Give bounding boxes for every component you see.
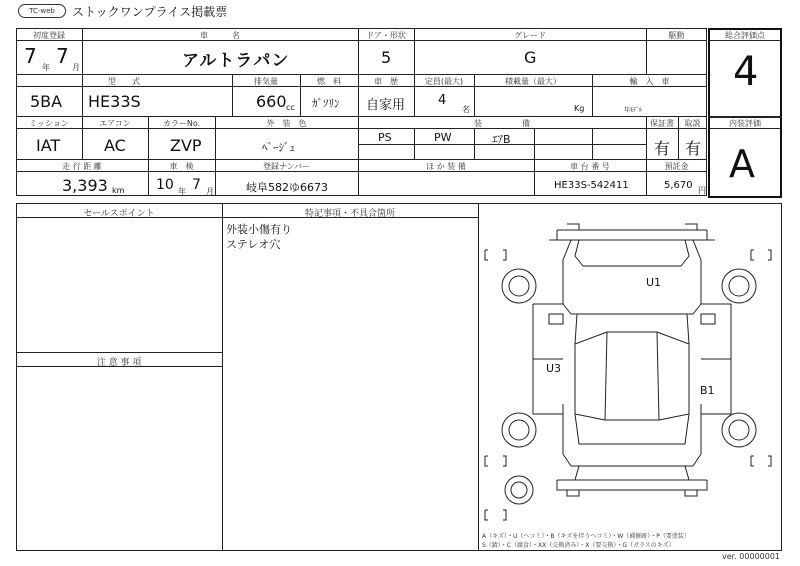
label-plate: 登録ナンバー	[262, 162, 311, 171]
label-import: 輸 入 車	[629, 77, 670, 86]
unit-yen: 円	[698, 186, 706, 195]
legend-line-2: S（錆）・C（腐食）・XX（交換済み）・X（要交換）・G（ガラスのキズ）	[482, 542, 675, 549]
label-door-shape: ドア・形状	[366, 31, 406, 40]
label-grade: グレード	[514, 31, 546, 40]
unit-kg: Kg	[574, 104, 585, 113]
equip-ps: PS	[378, 131, 392, 144]
label-ext-color: 外 装 色	[266, 119, 307, 128]
unit-year: 年	[42, 63, 50, 72]
wheel-rear-right	[722, 413, 756, 447]
unit-month: 月	[72, 63, 80, 72]
label-color-no: カラーNo.	[162, 119, 201, 128]
ext-color-value: ﾍﾞｰｼﾞｭ	[262, 141, 295, 154]
spare-wheel	[505, 476, 533, 504]
inspection-year: 10	[156, 177, 174, 193]
bracket-footer	[485, 510, 506, 520]
label-equipment: 装 備	[474, 119, 530, 128]
overall-score: 4	[733, 49, 759, 95]
version-label: ver. 00000001	[722, 552, 781, 561]
label-mission: ミッション	[29, 119, 69, 128]
warranty-value: 有	[654, 139, 671, 158]
mission-value: IAT	[36, 136, 61, 155]
bracket-bottom-right	[751, 456, 771, 466]
label-overall-score: 総合評価点	[725, 31, 765, 40]
damage-mark-u1: U1	[646, 276, 662, 289]
logo	[18, 4, 66, 18]
interior-score: A	[729, 142, 755, 186]
label-remarks: 特記事項・不具合箇所	[304, 209, 395, 219]
model-prefix: 5BA	[30, 92, 63, 111]
capacity-value: 4	[438, 93, 447, 108]
unit-persons: 名	[462, 105, 470, 114]
label-notes: 注 意 事 項	[96, 358, 142, 368]
legend-line-1: A（キズ）・U（ヘコミ）・B（キズを伴うヘコミ）・W（補修跡）・P（要塗装）	[482, 533, 690, 540]
label-manual: 取説	[684, 119, 701, 128]
first-reg-year: 7	[24, 44, 37, 68]
bracket-top-left	[485, 250, 506, 260]
equip-airbag: ｴｱB	[492, 133, 511, 146]
label-inspection: 車 検	[169, 162, 194, 171]
aircon-value: AC	[104, 136, 126, 155]
damage-mark-b1: B1	[700, 384, 715, 397]
logo-text: TC-web	[29, 7, 55, 15]
label-history: 車 歴	[374, 77, 398, 86]
car-name: アルトラパン	[182, 51, 290, 71]
label-car-name: 車 名	[200, 31, 240, 40]
label-load: 積載量（最大）	[505, 77, 561, 86]
label-fuel: 燃 料	[317, 77, 341, 86]
wheel-front-right	[722, 269, 756, 303]
manual-value: 有	[685, 139, 702, 158]
bracket-top-right	[751, 250, 771, 260]
label-first-reg: 初度登録	[33, 31, 65, 40]
damage-mark-u3: U3	[546, 362, 562, 375]
car-damage-diagram	[479, 204, 781, 550]
chassis-value: HE33S-542411	[554, 180, 629, 191]
label-model: 型 式	[108, 77, 140, 86]
label-deposit: 預託金	[664, 162, 689, 171]
unit-import-model: 年ﾓﾃﾞﾙ	[624, 107, 643, 114]
label-mileage: 走 行 距 離	[62, 162, 102, 171]
bracket-bottom-left	[485, 456, 506, 466]
model-code: HE33S	[88, 92, 141, 111]
deposit-value: 5,670	[664, 180, 693, 191]
unit-inspection-month: 月	[206, 187, 214, 196]
unit-cc: cc	[286, 103, 295, 112]
label-capacity: 定員(最大)	[424, 77, 464, 86]
page-title: ストックワンプライス掲載票	[72, 5, 228, 19]
door-count: 5	[381, 48, 392, 67]
displacement-value: 660	[256, 92, 287, 111]
label-drive: 駆動	[668, 31, 685, 40]
color-no-value: ZVP	[170, 136, 202, 155]
label-warranty: 保証書	[650, 119, 674, 128]
grade-value: G	[524, 48, 537, 67]
label-other-equipment: ほ か 装 備	[426, 162, 466, 171]
label-aircon: エアコン	[99, 119, 131, 128]
mileage-value: 3,393	[62, 176, 108, 195]
remark-line-1: 外装小傷有り	[226, 223, 292, 236]
label-chassis: 車 台 番 号	[570, 162, 610, 171]
unit-km: km	[112, 186, 125, 195]
plate-value: 岐阜582ゆ6673	[246, 181, 328, 194]
remark-line-2: ステレオ穴	[226, 238, 281, 251]
label-sales-point: セールスポイント	[83, 209, 155, 219]
equip-pw: PW	[434, 131, 452, 144]
label-interior-score: 内装評価	[729, 119, 761, 128]
first-reg-month: 7	[56, 44, 69, 68]
history-value: 自家用	[366, 98, 406, 113]
wheel-front-left	[502, 269, 536, 303]
fuel-value: ｶﾞｿﾘﾝ	[312, 97, 340, 110]
unit-inspection-year: 年	[178, 187, 186, 196]
inspection-month: 7	[192, 177, 201, 193]
wheel-rear-left	[502, 413, 536, 447]
label-displacement: 排気量	[254, 77, 278, 86]
